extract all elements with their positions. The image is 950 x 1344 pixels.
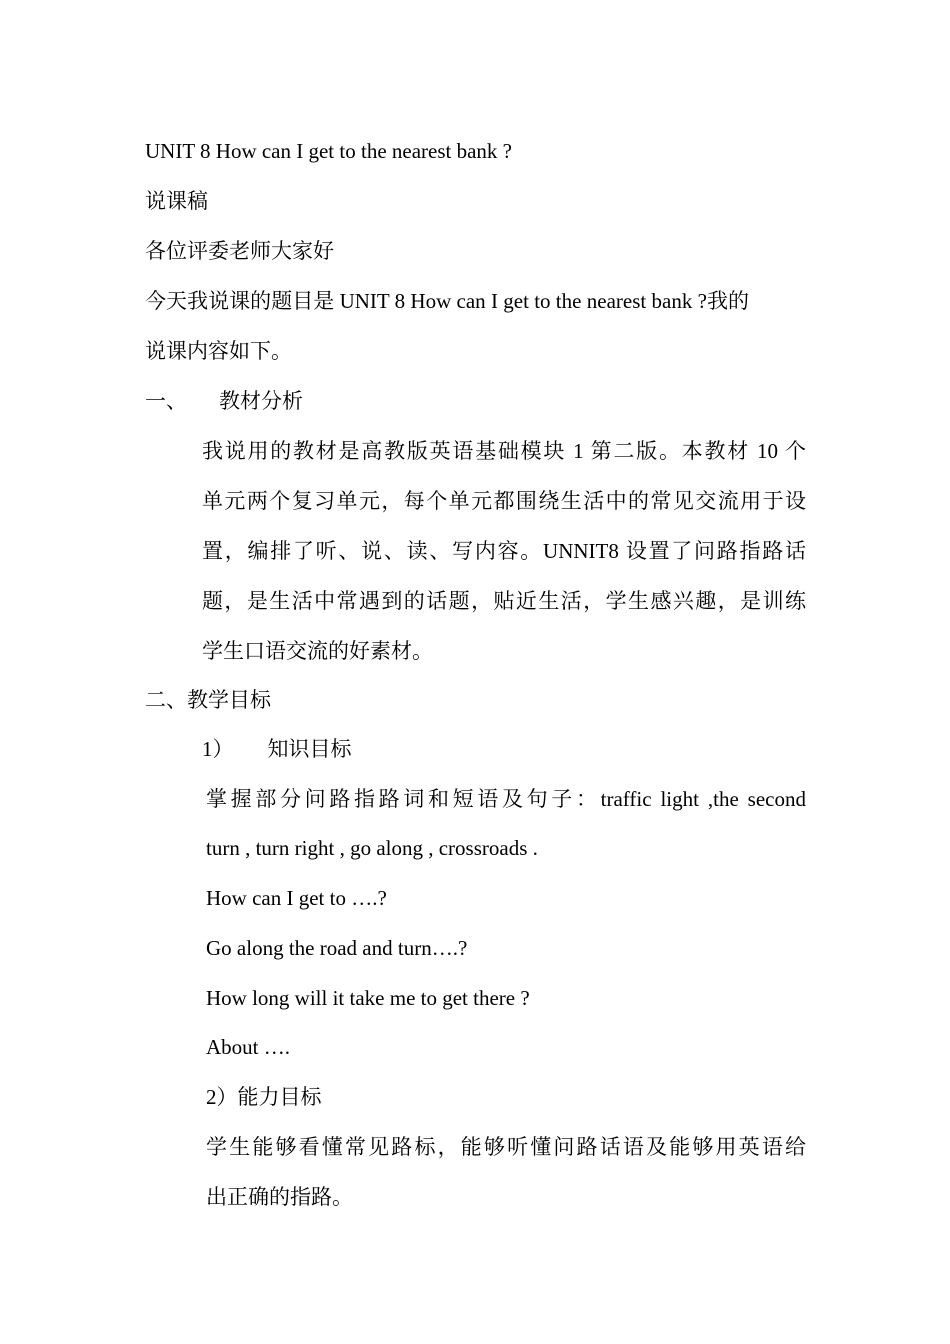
paragraph-line: 单元两个复习单元，每个单元都围绕生活中的常见交流用于设 — [202, 489, 806, 513]
paragraph-line: 题，是生活中常遇到的话题，贴近生活，学生感兴趣，是训练 — [202, 589, 806, 613]
paragraph-line: 置，编排了听、说、读、写内容。UNNIT8 设置了问路指路话 — [202, 539, 806, 563]
section2-heading: 二、教学目标 — [145, 688, 271, 712]
sub1-number: 1） — [202, 737, 234, 761]
knowledge-line: turn , turn right , go along , crossroads . — [206, 836, 538, 860]
section1-heading — [145, 387, 303, 415]
ability-line: 学生能够看懂常见路标，能够听懂问路话语及能够用英语给 — [206, 1135, 806, 1159]
sub2-heading: 2）能力目标 — [206, 1085, 322, 1109]
ability-line: 出正确的指路。 — [206, 1185, 353, 1209]
intro-line: 说课内容如下。 — [145, 339, 292, 363]
knowledge-line: About …. — [206, 1035, 290, 1059]
knowledge-line: Go along the road and turn….? — [206, 936, 468, 960]
paragraph-line: 我说用的教材是高教版英语基础模块 1 第二版。本教材 10 个 — [202, 439, 806, 463]
document-title: UNIT 8 How can I get to the nearest bank ? — [145, 139, 512, 163]
knowledge-line: 掌握部分问路指路词和短语及句子：traffic light ,the second — [206, 787, 806, 811]
greeting: 各位评委老师大家好 — [145, 239, 334, 263]
sub1-heading — [202, 735, 352, 763]
section1-title: 教材分析 — [219, 389, 303, 413]
intro-line: 今天我说课的题目是 UNIT 8 How can I get to the nearest bank ?我的 — [145, 289, 749, 313]
knowledge-line: How long will it take me to get there ? — [206, 986, 530, 1010]
paragraph-line: 学生口语交流的好素材。 — [202, 639, 433, 663]
section1-number: 一、 — [145, 389, 187, 413]
knowledge-line: How can I get to ….? — [206, 886, 387, 910]
sub1-title: 知识目标 — [267, 737, 352, 761]
document-subtitle: 说课稿 — [145, 189, 208, 213]
